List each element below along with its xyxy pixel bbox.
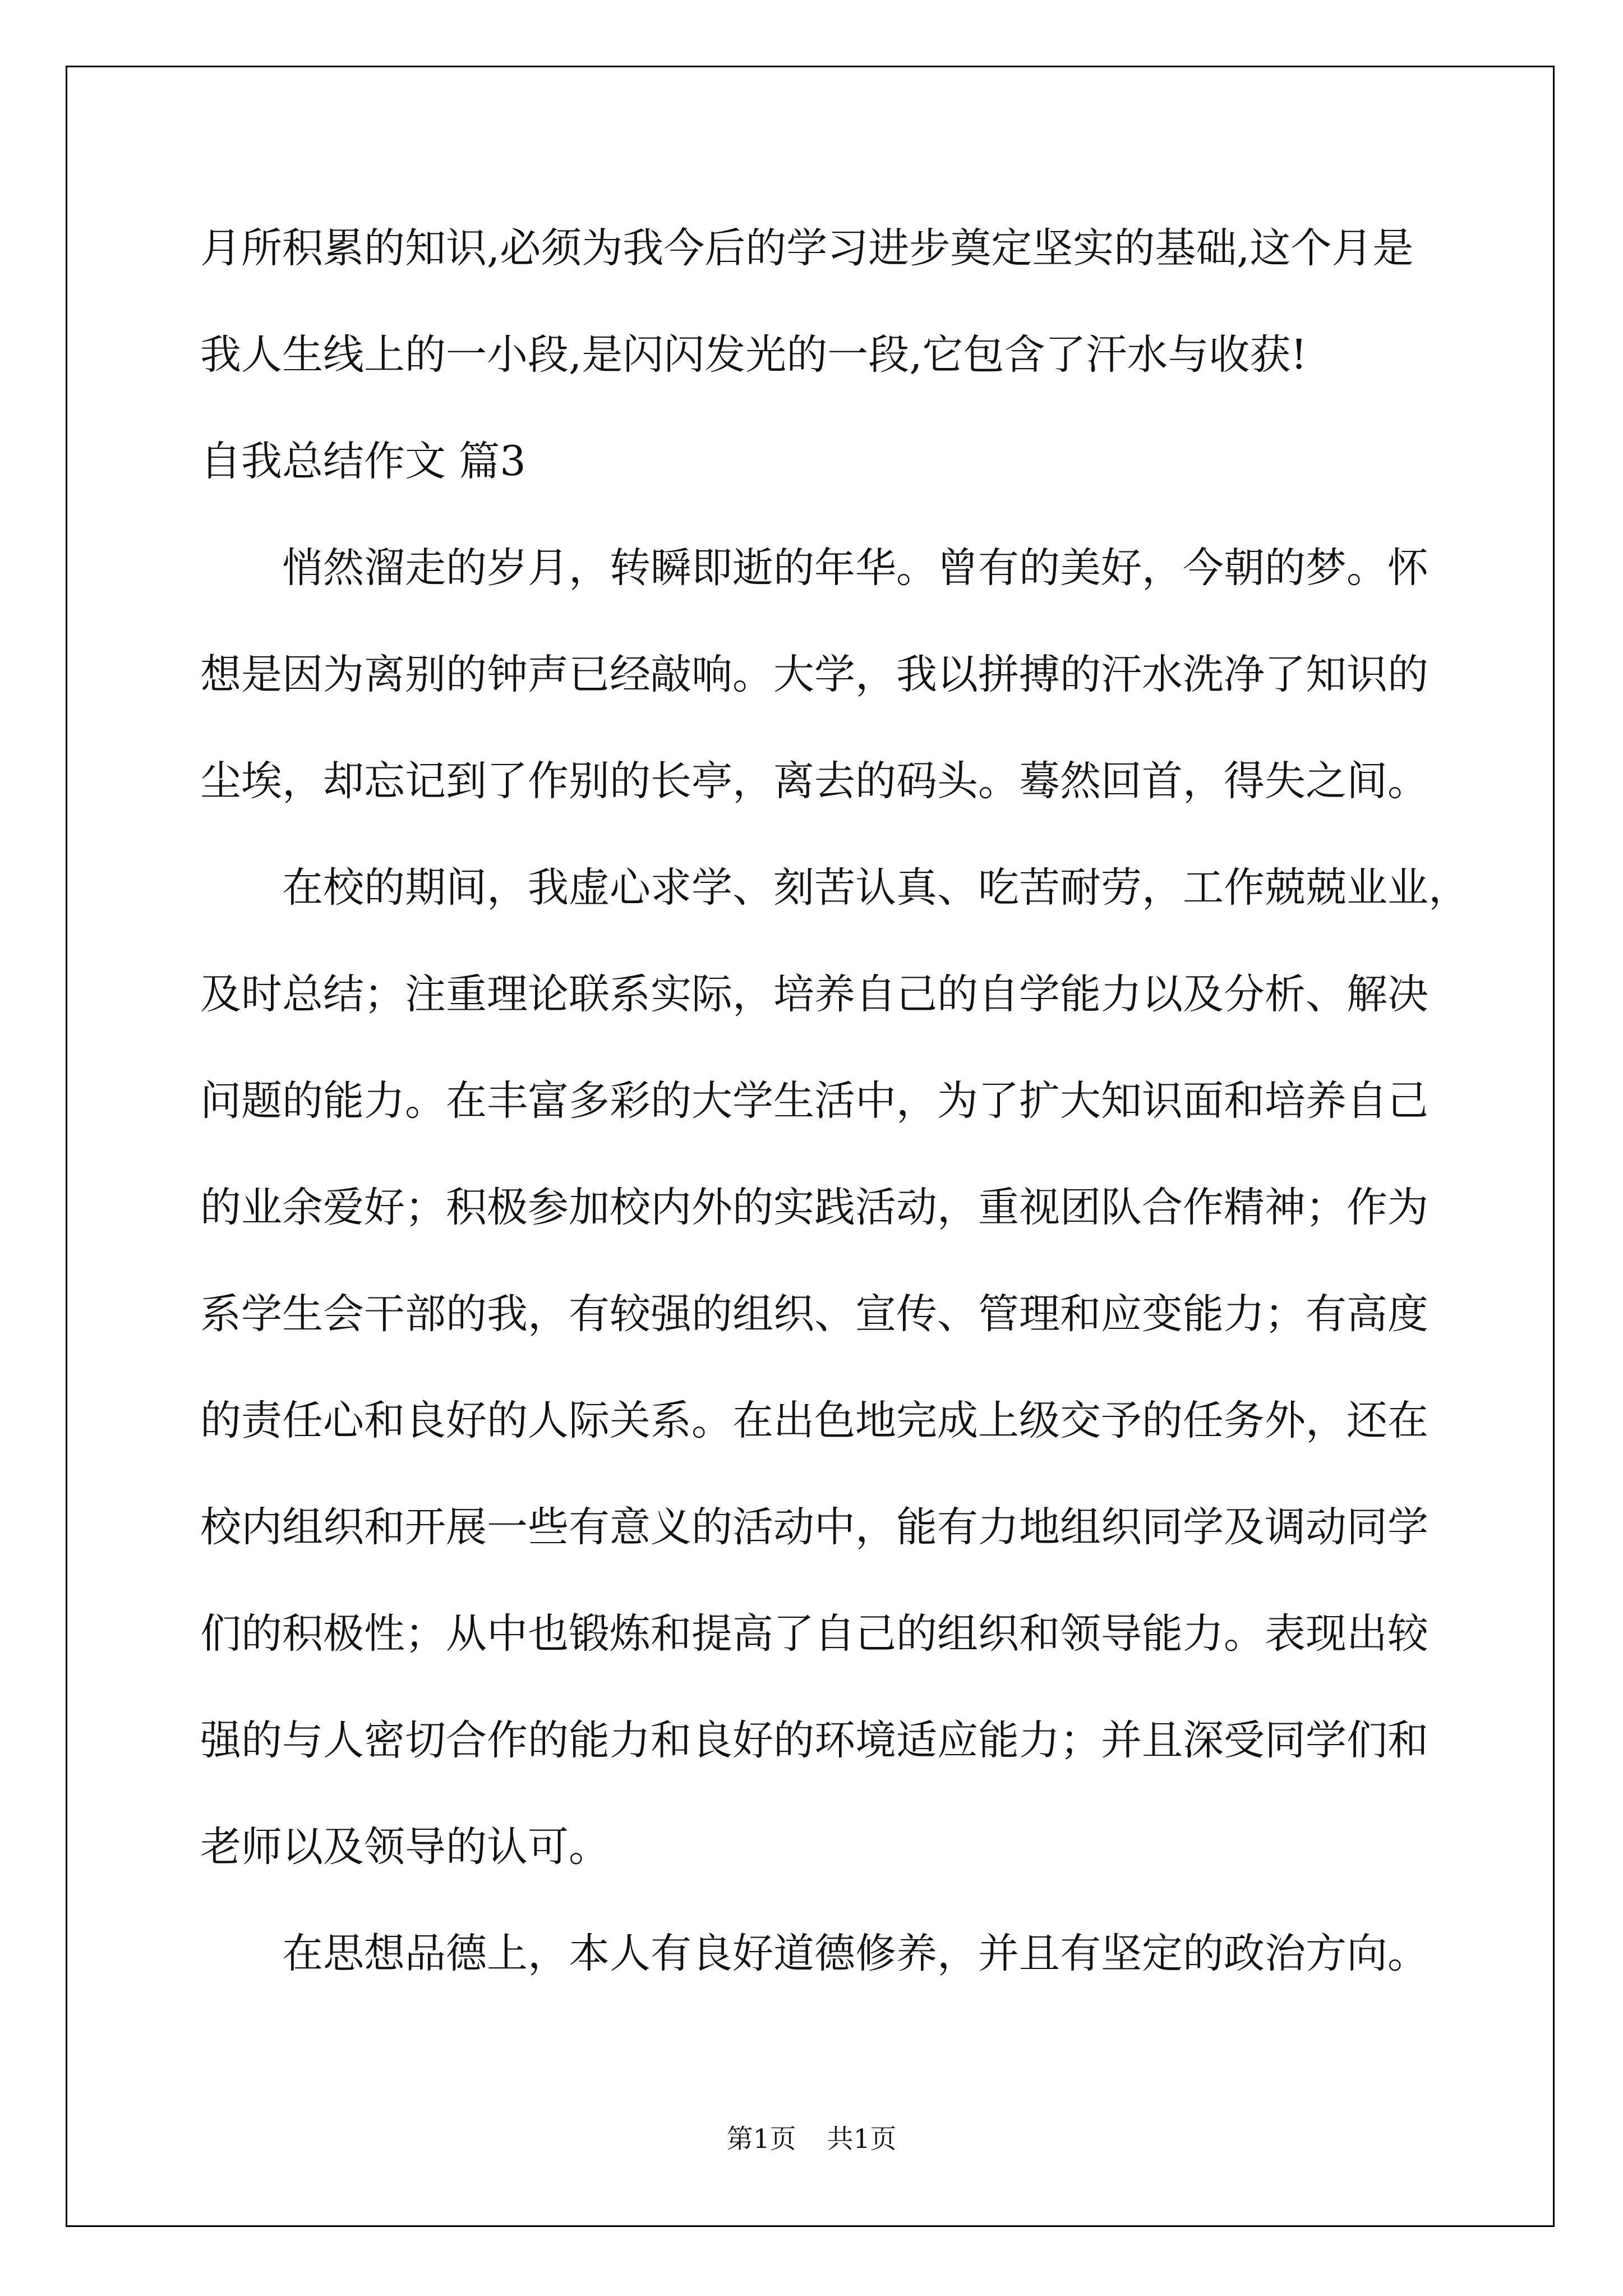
paragraph-line: 强的与人密切合作的能力和良好的环境适应能力；并且深受同学们和 [200, 1717, 1428, 1764]
paragraph-line: 们的积极性；从中也锻炼和提高了自己的组织和领导能力。表现出较 [200, 1610, 1428, 1658]
paragraph-line: 校内组织和开展一些有意义的活动中，能有力地组织同学及调动同学 [200, 1503, 1428, 1551]
paragraph-line: 在校的期间，我虚心求学、刻苦认真、吃苦耐劳，工作兢兢业业， [282, 864, 1469, 912]
paragraph-line: 系学生会干部的我，有较强的组织、宣传、管理和应变能力；有高度 [200, 1290, 1428, 1338]
paragraph-line: 想是因为离别的钟声已经敲响。大学，我以拼搏的汗水洗净了知识的 [200, 651, 1428, 698]
section-heading: 自我总结作文 篇3 [200, 438, 526, 485]
paragraph [200, 515, 1535, 835]
paragraph-line: 问题的能力。在丰富多彩的大学生活中，为了扩大知识面和培养自己 [200, 1077, 1428, 1125]
continued-paragraph [200, 195, 1535, 408]
document-body [200, 195, 1535, 2007]
paragraph-line: 悄然溜走的岁月，转瞬即逝的年华。曾有的美好，今朝的梦。怀 [282, 544, 1428, 592]
paragraph-line: 我人生线上的一小段,是闪闪发光的一段,它包含了汗水与收获! [200, 331, 1307, 379]
page-footer [0, 2123, 1623, 2156]
paragraph-line: 的责任心和良好的人际关系。在出色地完成上级交予的任务外，还在 [200, 1397, 1428, 1444]
paragraph-line: 尘埃，却忘记到了作别的长亭，离去的码头。蓦然回首，得失之间。 [200, 757, 1428, 805]
page-number: 第1页 [726, 2124, 796, 2155]
page-total: 共1页 [827, 2124, 897, 2155]
paragraph-line: 老师以及领导的认可。 [200, 1823, 610, 1871]
paragraph-line: 及时总结；注重理论联系实际，培养自己的自学能力以及分析、解决 [200, 970, 1428, 1018]
paragraph-line: 的业余爱好；积极参加校内外的实践活动，重视团队合作精神；作为 [200, 1184, 1428, 1231]
paragraph-line: 月所积累的知识,必须为我今后的学习进步奠定坚实的基础,这个月是 [200, 224, 1414, 272]
paragraph [200, 1901, 1535, 2007]
paragraph [200, 835, 1535, 1901]
paragraph-line: 在思想品德上，本人有良好道德修养，并且有坚定的政治方向。 [282, 1930, 1428, 1977]
